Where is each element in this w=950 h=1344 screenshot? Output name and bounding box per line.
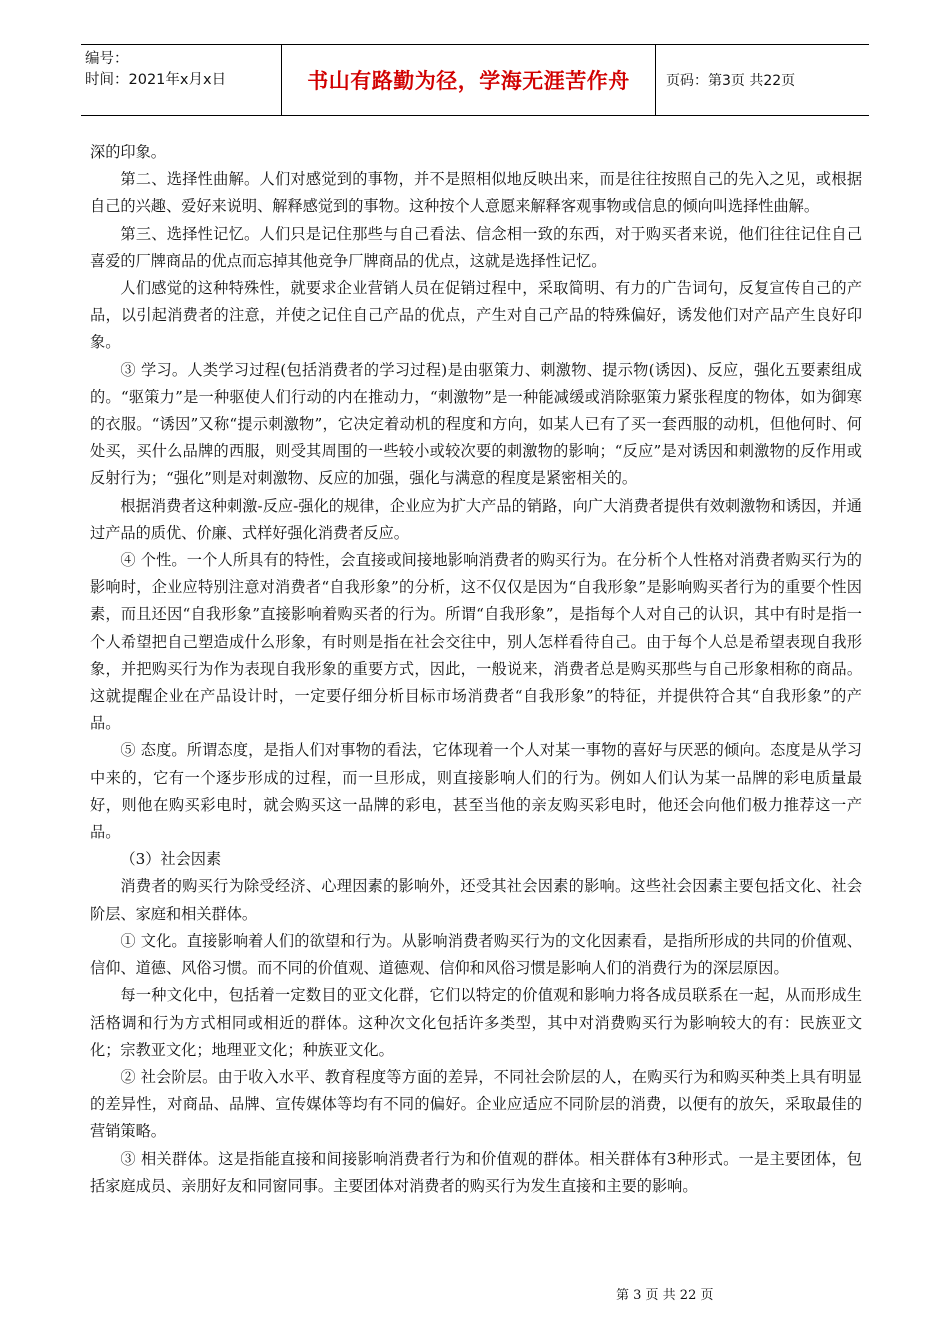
paragraph: 第三、选择性记忆。人们只是记住那些与自己看法、信念相一致的东西，对于购买者来说，他们往往记住自己喜爱的厂牌商品的优点而忘掉其他竞争厂牌商品的优点，这就是选择性记忆。 (90, 224, 862, 270)
paragraph: 第二、选择性曲解。人们对感觉到的事物，并不是照相似地反映出来，而是往往按照自己的先入之见，或根据自己的兴趣、爱好来说明、解释感觉到的事物。这种按个人意愿来解释客观事物或信息的倾向叫选择性曲解。 (90, 170, 862, 216)
footer-page-number: 第 3 页 共 22 页 (616, 1288, 714, 1303)
paragraph: ④ 个性。一个人所具有的特性，会直接或间接地影响消费者的购买行为。在分析个人性格对消费者购买行为的影响时，企业应特别注意对消费者“自我形象”的分析，这不仅仅是因为“自我形象”是影响购买者行为的重要个性因素，而且还因“自我形象”直接影响着购买者的行为。所谓“自我形象”，是指每个人对自己的认识，其中有时是指一个人希望把自己塑造成什么形象，有时则是指在社会交往中，别人怎样看待自己。由于每个人总是希望表现自我形象，并把购买行为作为表现自我形象的重要方式，因此，一般说来，消费者总是购买那些与自己形象相称的商品。这就提醒企业在产品设计时，一定要仔细分析目标市场消费者“自我形象”的特征，并提供符合其“自我形象”的产品。 (90, 551, 862, 733)
header-motto: 书山有路勤为径，学海无涯苦作舟 (282, 45, 656, 115)
page-header (81, 44, 869, 116)
paragraph: ① 文化。直接影响着人们的欲望和行为。从影响消费者购买行为的文化因素看，是指所形成的共同的价值观、信仰、道德、风俗习惯。而不同的价值观、道德观、信仰和风俗习惯是影响人们的消费行为的深层原因。 (90, 931, 862, 978)
paragraph: 人们感觉的这种特殊性，就要求企业营销人员在促销过程中，采取简明、有力的广告词句，反复宣传自己的产品，以引起消费者的注意，并使之记住自己产品的优点，产生对自己产品的特殊偏好，诱发他们对产品产生良好印象。 (90, 279, 862, 352)
header-meta (81, 45, 282, 115)
paragraph: 深的印象。 (90, 143, 166, 161)
document-body (90, 139, 862, 1200)
header-page-info: 页码：第3页 共22页 (666, 73, 796, 89)
section-heading: （3）社会因素 (120, 850, 222, 869)
paragraph: 每一种文化中，包括着一定数目的亚文化群，它们以特定的价值观和影响力将各成员联系在一起，从而形成生活格调和行为方式相同或相近的群体。这种次文化包括许多类型，其中对消费购买行为影响较大的有：民族亚文化；宗教亚文化；地理亚文化；种族亚文化。 (90, 986, 862, 1059)
paragraph: 消费者的购买行为除受经济、心理因素的影响外，还受其社会因素的影响。这些社会因素主要包括文化、社会阶层、家庭和相关群体。 (90, 877, 862, 923)
paragraph: ② 社会阶层。由于收入水平、教育程度等方面的差异，不同社会阶层的人，在购买行为和购买种类上具有明显的差异性，对商品、品牌、宣传媒体等均有不同的偏好。企业应适应不同阶层的消费，以便有的放矢，采取最佳的营销策略。 (90, 1067, 862, 1141)
document-date: 时间：2021年x月x日 (85, 72, 227, 88)
paragraph: ⑤ 态度。所谓态度，是指人们对事物的看法，它体现着一个人对某一事物的喜好与厌恶的倾向。态度是从学习中来的，它有一个逐步形成的过程，而一旦形成，则直接影响人们的行为。例如人们认为某一品牌的彩电质量最好，则他在购买彩电时，就会购买这一品牌的彩电，甚至当他的亲友购买彩电时，他还会向他们极力推荐这一产品。 (90, 741, 862, 842)
document-number-label: 编号： (85, 51, 129, 67)
paragraph: 根据消费者这种刺激-反应-强化的规律，企业应为扩大产品的销路，向广大消费者提供有效刺激物和诱因，并通过产品的质优、价廉、式样好强化消费者反应。 (90, 496, 862, 542)
paragraph: ③ 相关群体。这是指能直接和间接影响消费者行为和价值观的群体。相关群体有3种形式。一是主要团体，包括家庭成员、亲朋好友和同窗同事。主要团体对消费者的购买行为发生直接和主要的影响。 (90, 1149, 862, 1195)
paragraph: ③ 学习。人类学习过程(包括消费者的学习过程)是由驱策力、刺激物、提示物(诱因)、反应，强化五要素组成的。“驱策力”是一种驱使人们行动的内在推动力，“刺激物”是一种能减缓或消除驱策力紧张程度的物体，如为御寒的衣服。“诱因”又称“提示刺激物”，它决定着动机的程度和方向，如某人已有了买一套西服的动机，但他何时、何处买，买什么品牌的西服，则受其周围的一些较小或较次要的刺激物的影响；“反应”是对诱因和刺激物的反作用或反射行为；“强化”则是对刺激物、反应的加强，强化与满意的程度是紧密相关的。 (90, 360, 862, 488)
